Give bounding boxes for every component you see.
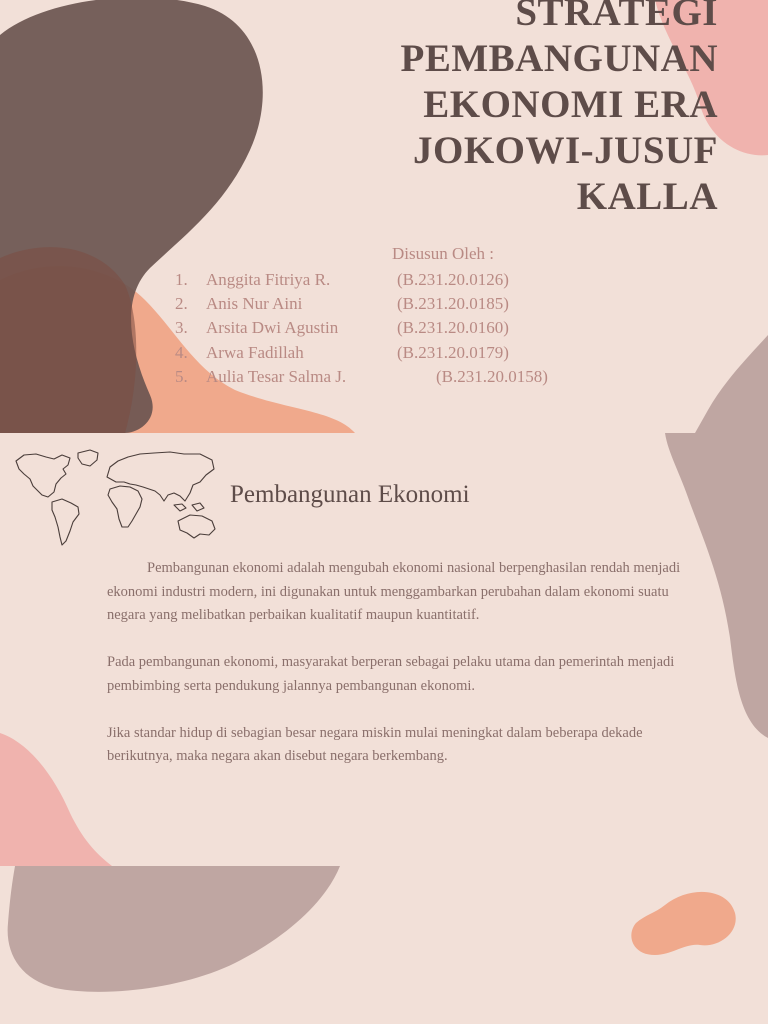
title-slide bbox=[0, 0, 768, 433]
paragraph: Pembangunan ekonomi adalah mengubah ekonomi nasional berpenghasilan rendah menjadi ekonomi industri modern, ini digunakan untuk menggambarkan perubahan dalam ekonomi suatu negara yang melibatkan perbaikan kualitatif maupun kuantitatif. bbox=[107, 560, 681, 623]
author-id: (B.231.20.0158) bbox=[436, 367, 548, 386]
title-line: JOKOWI-JUSUF bbox=[412, 129, 718, 172]
greenland-outline bbox=[78, 450, 98, 466]
brown-overlap-blob bbox=[0, 247, 136, 433]
title-line: KALLA bbox=[576, 175, 718, 218]
content-slide bbox=[0, 433, 768, 1024]
north-america-outline bbox=[16, 454, 70, 497]
island-outline bbox=[192, 503, 204, 511]
author-number: 5. bbox=[175, 367, 188, 386]
author-id: (B.231.20.0185) bbox=[397, 294, 509, 313]
peach-blob-small bbox=[631, 892, 735, 955]
mauve-blob-right bbox=[695, 335, 768, 433]
title-line: EKONOMI ERA bbox=[423, 83, 718, 126]
south-america-outline bbox=[52, 499, 79, 545]
author-number: 1. bbox=[175, 270, 188, 289]
author-id: (B.231.20.0160) bbox=[397, 318, 509, 337]
paragraph: Pada pembangunan ekonomi, masyarakat berperan sebagai pelaku utama dan pemerintah menjadi pembimbing serta pendukung jalannya pembangunan ekonomi. bbox=[107, 654, 675, 694]
world-map-icon bbox=[14, 449, 219, 549]
pink-blob-left bbox=[0, 733, 112, 866]
eurasia-outline bbox=[107, 452, 214, 501]
authors-heading: Disusun Oleh : bbox=[392, 244, 494, 263]
island-outline bbox=[174, 504, 186, 511]
author-name: Aulia Tesar Salma J. bbox=[206, 367, 347, 386]
author-name: Arwa Fadillah bbox=[206, 343, 304, 362]
presentation-title bbox=[198, 0, 718, 220]
section-heading: Pembangunan Ekonomi bbox=[230, 481, 470, 508]
title-line: STRATEGI bbox=[515, 0, 718, 34]
author-name: Arsita Dwi Agustin bbox=[206, 318, 339, 337]
author-id: (B.231.20.0126) bbox=[397, 270, 509, 289]
title-line: PEMBANGUNAN bbox=[400, 37, 718, 80]
author-number: 4. bbox=[175, 343, 188, 362]
author-name: Anggita Fitriya R. bbox=[206, 270, 331, 289]
author-id: (B.231.20.0179) bbox=[397, 343, 509, 362]
mauve-blob-bottom bbox=[8, 866, 340, 992]
paragraph: Jika standar hidup di sebagian besar negara miskin mulai meningkat dalam beberapa dekade berikutnya, maka negara akan disebut negara berkembang. bbox=[107, 724, 643, 764]
australia-outline bbox=[178, 515, 215, 538]
body-text bbox=[107, 557, 687, 792]
author-number: 3. bbox=[175, 318, 188, 337]
africa-outline bbox=[108, 486, 142, 527]
author-number: 2. bbox=[175, 294, 188, 313]
author-name: Anis Nur Aini bbox=[206, 294, 303, 313]
